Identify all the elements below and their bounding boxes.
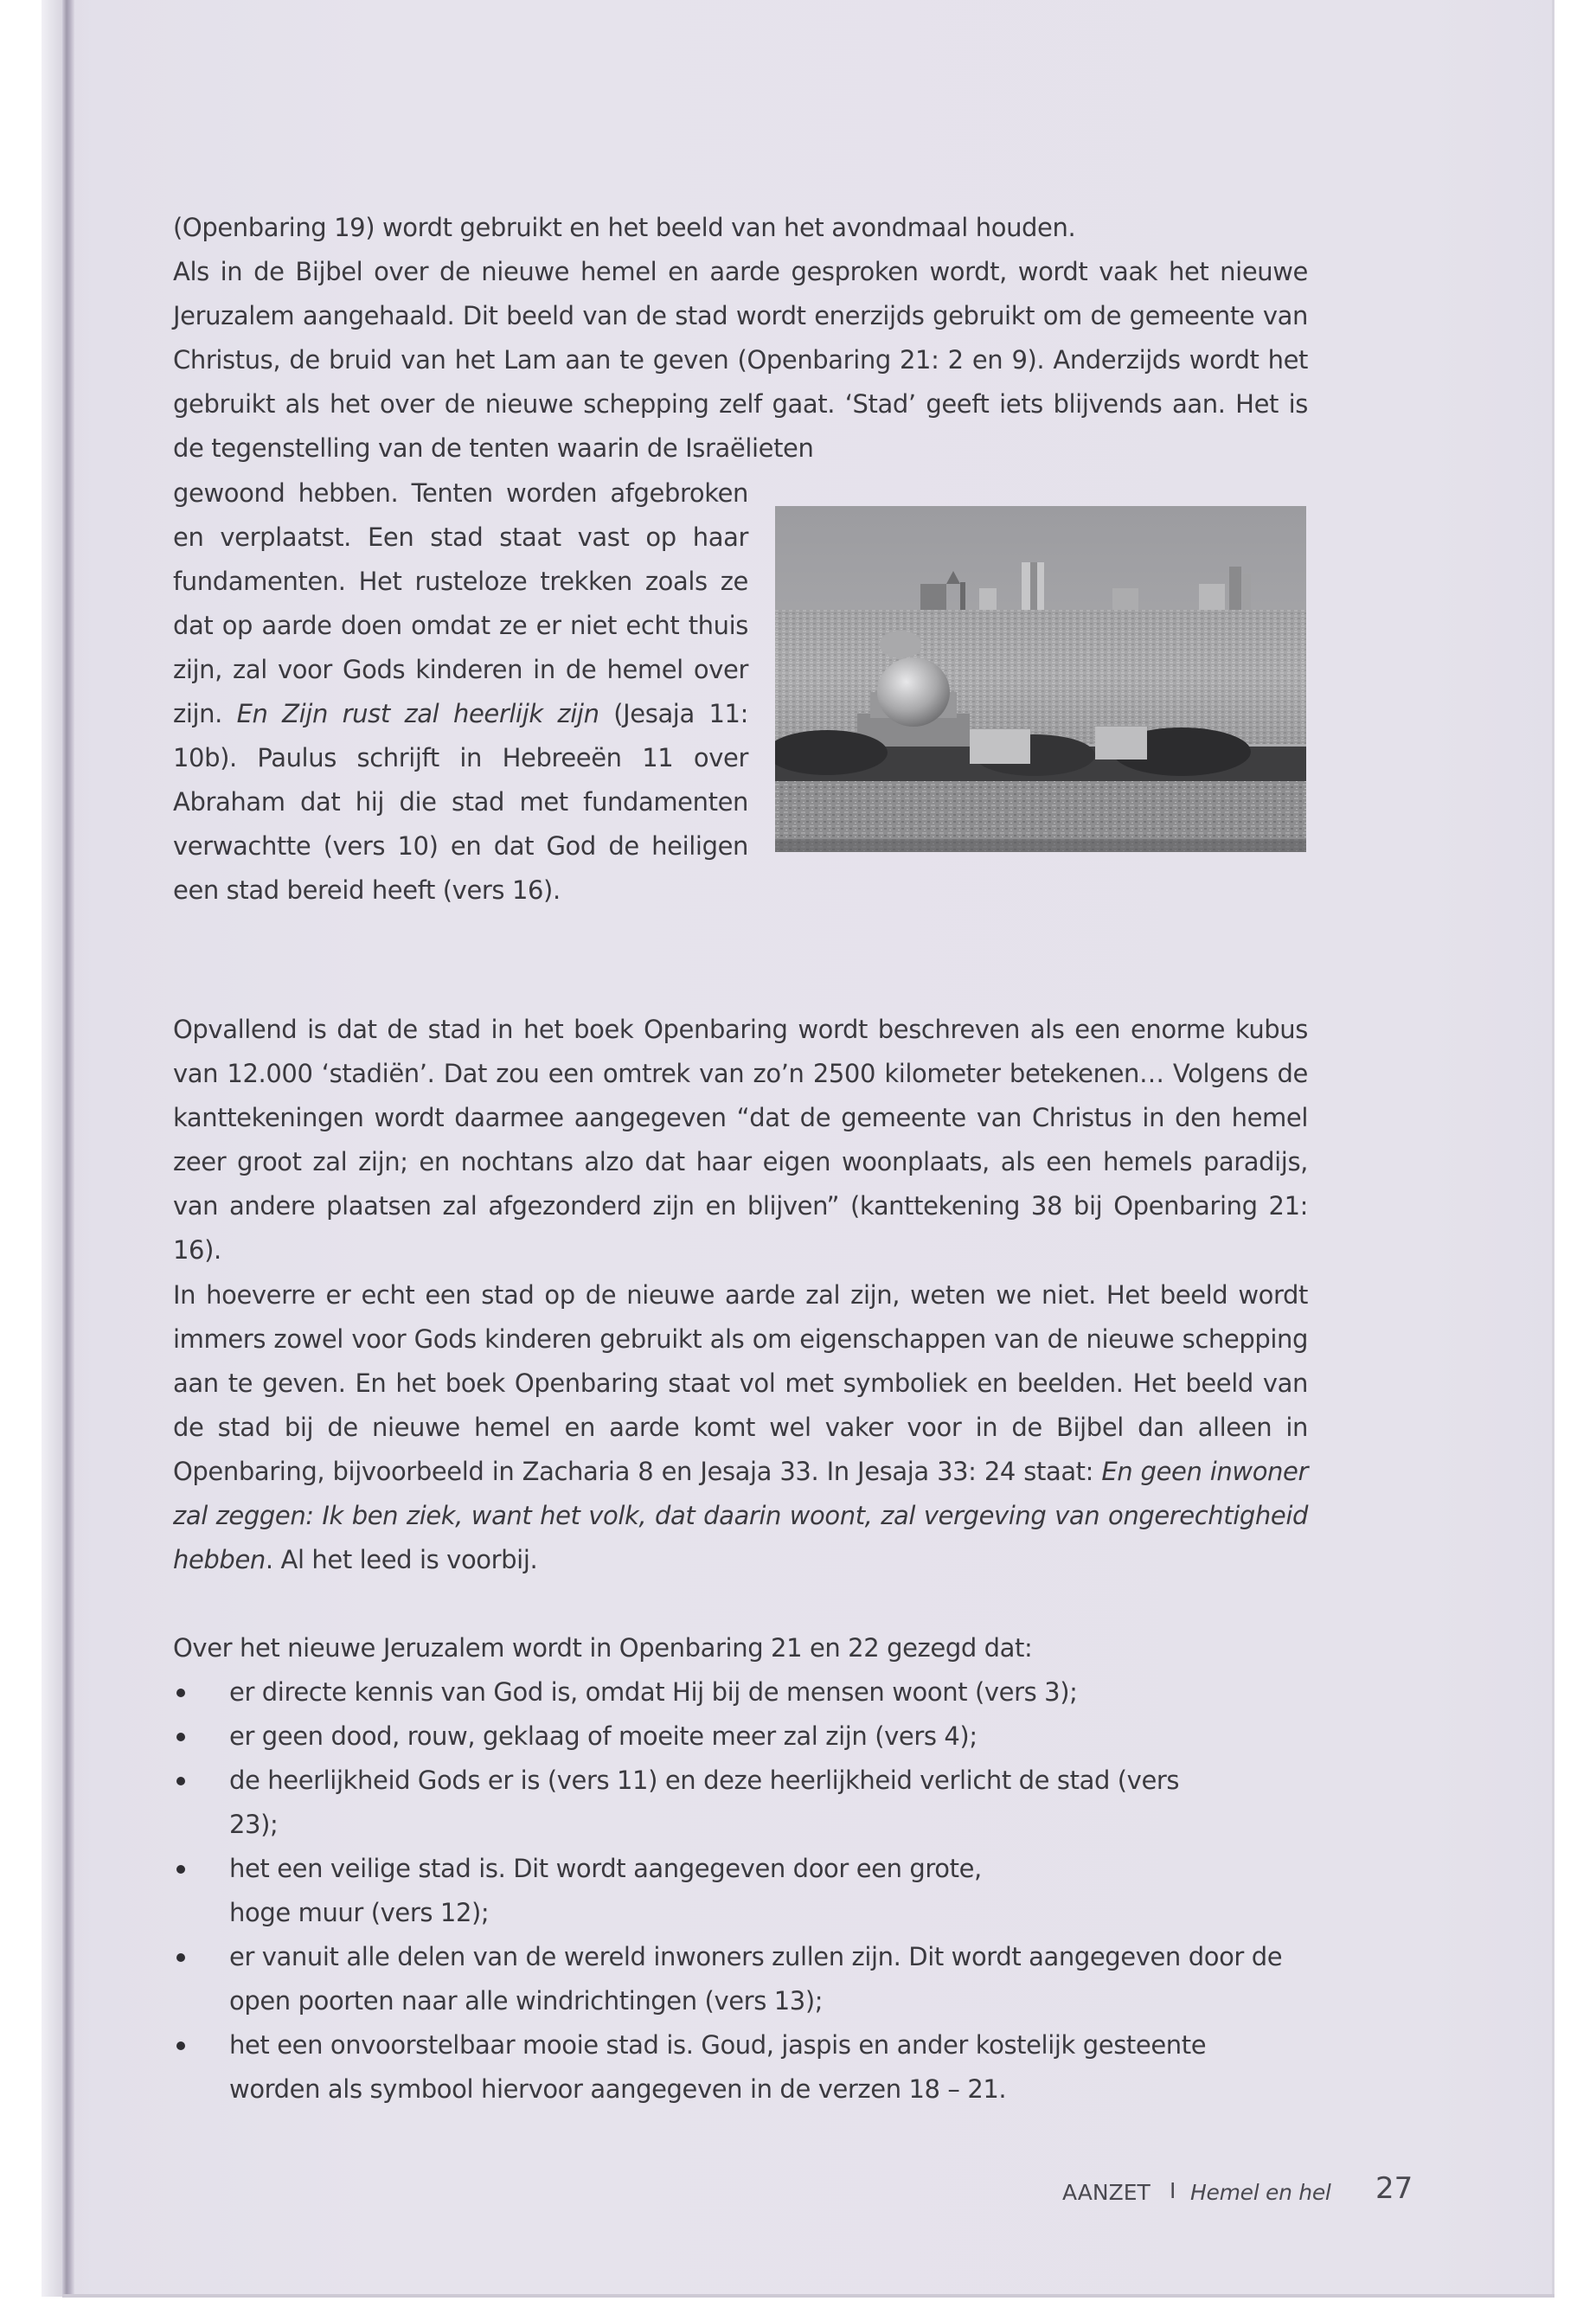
- list-intro: Over het nieuwe Jeruzalem wordt in Openbaring 21 en 22 gezegd dat:: [173, 1633, 1033, 1663]
- list-item-text: er directe kennis van God is, omdat Hij bij de mensen woont (vers 3);: [229, 1677, 1078, 1707]
- list-item-text: de heerlijkheid Gods er is (vers 11) en deze heerlijkheid verlicht de stad (vers 23);: [229, 1766, 1180, 1839]
- symbolism-text-start: In hoeverre er echt een stad op de nieuwe aarde zal zijn, weten we niet. Het beeld wordt immers zowel voor Gods kinderen gebruikt als om eigenschappen van de nieuwe schepping aan te geven. En het boek Openbaring staat vol met symboliek en beelden. Het beeld van de stad bij de nieuwe hemel en aarde komt wel vaker voor in de Bijbel dan alleen in Openbaring, bijvoorbeeld in Zacharia 8 en Jesaja 33. In Jesaja 33: 24 staat:: [173, 1280, 1308, 1486]
- bullet-list: [173, 1670, 1308, 2112]
- footer-separator: I: [1170, 2178, 1176, 2203]
- jerusalem-photo: [775, 506, 1306, 852]
- book-title: Hemel en hel: [1190, 2180, 1331, 2205]
- symbolism-paragraph-text: [173, 1273, 1308, 1582]
- bullet-icon: [176, 1733, 185, 1741]
- binding-shadow: [62, 0, 74, 2297]
- wrapped-paragraph: [173, 471, 748, 913]
- bullet-icon: [176, 1953, 185, 1962]
- list-item-text: er geen dood, rouw, geklaag of moeite meer zal zijn (vers 4);: [229, 1721, 977, 1751]
- list-item-text: het een onvoorstelbaar mooie stad is. Goud, jaspis en ander kostelijk gesteente worden als symbool hiervoor aangegeven in de verzen 18 – 21.: [229, 2030, 1207, 2104]
- jerusalem-intro-paragraph: Als in de Bijbel over de nieuwe hemel en aarde gesproken wordt, wordt vaak het nieuwe Jeruzalem aangehaald. Dit beeld van de stad wordt enerzijds gebruikt om de gemeente van Christus, de bruid van het Lam aan te geven (Openbaring 21: 2 en 9). Anderzijds wordt het gebruikt als het over de nieuwe schepping zelf gaat. ‘Stad’ geeft iets blijvends aan. Het is de tegenstelling van de tenten waarin de Israëlieten: [173, 257, 1308, 463]
- symbolism-paragraph: [173, 1273, 1308, 1582]
- symbolism-text-end: . Al het leed is voorbij.: [265, 1545, 538, 1574]
- list-item: [173, 1715, 1224, 1759]
- wrapped-text-start: gewoond hebben. Tenten worden afgebroken en verplaatst. Een stad staat vast op haar fundamenten. Het rusteloze trekken zoals ze dat op aarde doen omdat ze er niet echt thuis zijn, zal voor Gods kinderen in de hemel over zijn.: [173, 478, 748, 728]
- list-item: [173, 1935, 1319, 2023]
- bullet-icon: [176, 2041, 185, 2050]
- continuation-line: (Openbaring 19) wordt gebruikt en het beeld van het avondmaal houden.: [173, 213, 1076, 242]
- page-right-edge: [1552, 0, 1554, 2297]
- running-footer: [1021, 2170, 1419, 2213]
- page-binding-edge: [42, 0, 62, 2297]
- cube-paragraph: [173, 1008, 1308, 1272]
- top-paragraph: [173, 206, 1308, 471]
- list-item-text: het een veilige stad is. Dit wordt aangegeven door een grote, hoge muur (vers 12);: [229, 1854, 982, 1927]
- isaiah-quote-italic: En geen inwoner zal zeggen: Ik ben ziek, want het volk, dat daarin woont, zal vergeving van ongerechtigheid hebben: [173, 1457, 1308, 1574]
- list-item: [173, 2023, 1224, 2112]
- page-number: 27: [1375, 2171, 1413, 2206]
- list-item: [173, 1670, 1224, 1715]
- list-item: [173, 1759, 1207, 1847]
- cube-paragraph-text: Opvallend is dat de stad in het boek Openbaring wordt beschreven als een enorme kubus van 12.000 ‘stadiën’. Dat zou een omtrek van zo’n 2500 kilometer betekenen… Volgens de kanttekeningen wordt daarmee aangegeven “dat de gemeente van Christus in den hemel zeer groot zal zijn; en nochtans alzo dat haar eigen woonplaats, als een hemels paradijs, van andere plaatsen zal afgezonderd zijn en blijven” (kanttekening 38 bij Openbaring 21: 16).: [173, 1015, 1308, 1265]
- series-name: AANZET: [1062, 2180, 1151, 2205]
- bullet-icon: [176, 1689, 185, 1697]
- list-item: [173, 1847, 1025, 1935]
- scripture-quote-italic: En Zijn rust zal heerlijk zijn: [236, 699, 599, 728]
- new-jerusalem-list-section: [173, 1626, 1308, 2112]
- wrapped-text-end: (Jesaja 11: 10b). Paulus schrijft in Hebreeën 11 over Abraham dat hij die stad met fundamenten verwachtte (vers 10) en dat God de heiligen een stad bereid heeft (vers 16).: [173, 699, 748, 905]
- bullet-icon: [176, 1865, 185, 1874]
- bullet-icon: [176, 1777, 185, 1785]
- list-item-text: er vanuit alle delen van de wereld inwoners zullen zijn. Dit wordt aangegeven door de open poorten naar alle windrichtingen (vers 13);: [229, 1942, 1283, 2016]
- page-bottom-edge: [62, 2294, 1554, 2298]
- wrapped-paragraph-text: [173, 471, 748, 913]
